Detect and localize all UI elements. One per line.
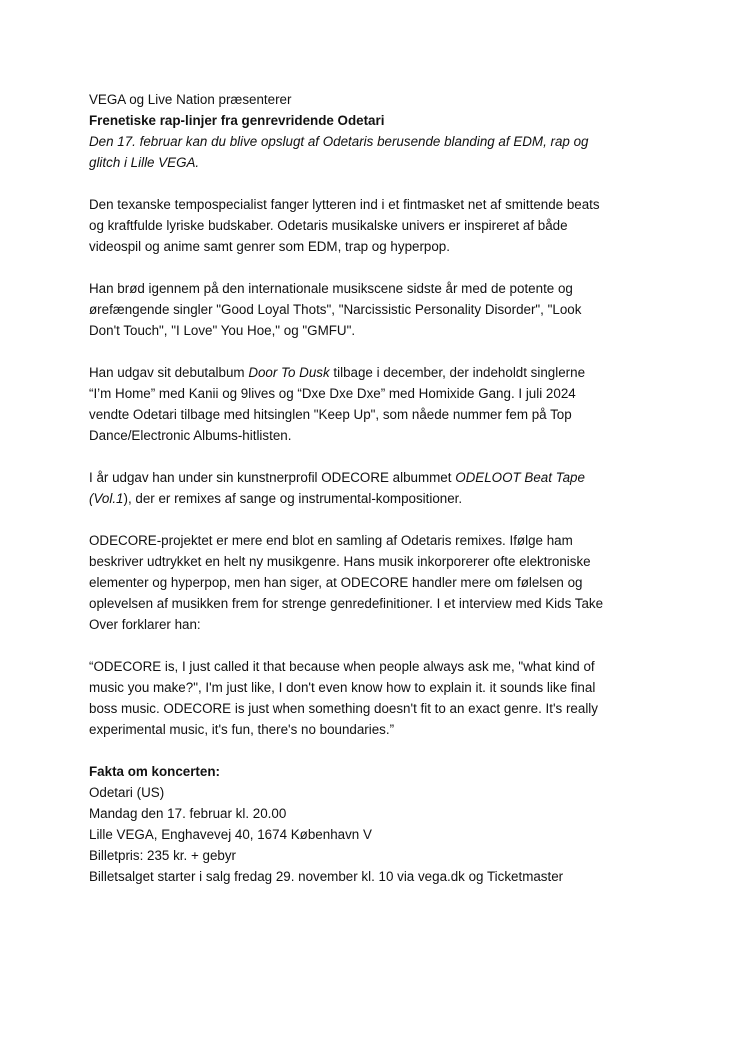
paragraph-line: oplevelsen af musikken frem for strenge genredefinitioner. I et interview med Kids Take [89,596,604,611]
paragraph-line [89,488,689,509]
intro-section [89,89,689,173]
paragraph-line [89,467,689,488]
paragraph-spacer [89,635,689,656]
concert-facts [89,761,689,887]
paragraph-spacer [89,509,689,530]
paragraph-spacer [89,173,689,194]
paragraph-line: videospil og anime samt genrer som EDM, trap og hyperpop. [89,239,450,254]
facts-venue: Lille VEGA, Enghavevej 40, 1674 København V [89,827,372,842]
headline: Frenetiske rap-linjer fra genrevridende Odetari [89,113,385,128]
paragraph-odecore-album [89,467,689,509]
paragraph-line: “I’m Home” med Kanii og 9lives og “Dxe Dxe Dxe” med Homixide Gang. I juli 2024 [89,386,576,401]
paragraph-odecore-project [89,530,689,635]
quote-line: boss music. ODECORE is just when something doesn't fit to an exact genre. It's really [89,701,598,716]
facts-ticket-sale: Billetsalget starter i salg fredag 29. november kl. 10 via vega.dk og Ticketmaster [89,869,564,884]
paragraph-line: vendte Odetari tilbage med hitsinglen "Keep Up", som nåede nummer fem på Top [89,407,572,422]
paragraph-breakthrough [89,278,689,341]
teaser-line: Den 17. februar kan du blive opslugt af Odetaris berusende blanding af EDM, rap og [89,134,589,149]
paragraph-spacer [89,341,689,362]
paragraph-line: Don't Touch", "I Love" You Hoe," og "GMFU". [89,323,356,338]
paragraph-line: Over forklarer han: [89,617,201,632]
teaser-line: glitch i Lille VEGA. [89,155,200,170]
paragraph-line: Dance/Electronic Albums-hitlisten. [89,428,292,443]
facts-price: Billetpris: 235 kr. + gebyr [89,848,236,863]
text-run: I år udgav han under sin kunstnerprofil ODECORE albummet [89,470,456,485]
quote-line: “ODECORE is, I just called it that because when people always ask me, "what kind of [89,659,595,674]
text-run: ), der er remixes af sange og instrumental-kompositioner. [123,491,463,506]
text-run: tilbage i december, der indeholdt singlerne [329,365,586,380]
paragraph-line: beskriver udtrykket en helt ny musikgenre. Hans musik inkorporerer ofte elektroniske [89,554,591,569]
paragraph-line: ODECORE-projektet er mere end blot en samling af Odetaris remixes. Ifølge ham [89,533,573,548]
paragraph-spacer [89,257,689,278]
paragraph-line [89,362,689,383]
paragraph-spacer [89,446,689,467]
paragraph-intro [89,194,689,257]
paragraph-line: ørefængende singler "Good Loyal Thots", "Narcissistic Personality Disorder", "Look [89,302,582,317]
paragraph-debut-album [89,362,689,446]
paragraph-line: Den texanske tempospecialist fanger lytteren ind i et fintmasket net af smittende beats [89,197,600,212]
album-title: ODELOOT Beat Tape [455,470,585,485]
press-release [89,89,689,887]
paragraph-line: og kraftfulde lyriske budskaber. Odetaris musikalske univers er inspireret af både [89,218,568,233]
paragraph-line: Han brød igennem på den internationale musikscene sidste år med de potente og [89,281,573,296]
text-run: Han udgav sit debutalbum [89,365,249,380]
paragraph-line: elementer og hyperpop, men han siger, at ODECORE handler mere om følelsen og [89,575,583,590]
quote-line: music you make?", I'm just like, I don't even know how to explain it. it sounds like final [89,680,596,695]
paragraph-spacer [89,740,689,761]
facts-heading: Fakta om koncerten: [89,764,220,779]
quote-block [89,656,689,740]
facts-date: Mandag den 17. februar kl. 20.00 [89,806,287,821]
presenter-line: VEGA og Live Nation præsenterer [89,92,292,107]
album-title: (Vol.1 [89,491,124,506]
facts-artist: Odetari (US) [89,785,165,800]
album-title: Door To Dusk [248,365,330,380]
quote-line: experimental music, it's fun, there's no boundaries.” [89,722,395,737]
